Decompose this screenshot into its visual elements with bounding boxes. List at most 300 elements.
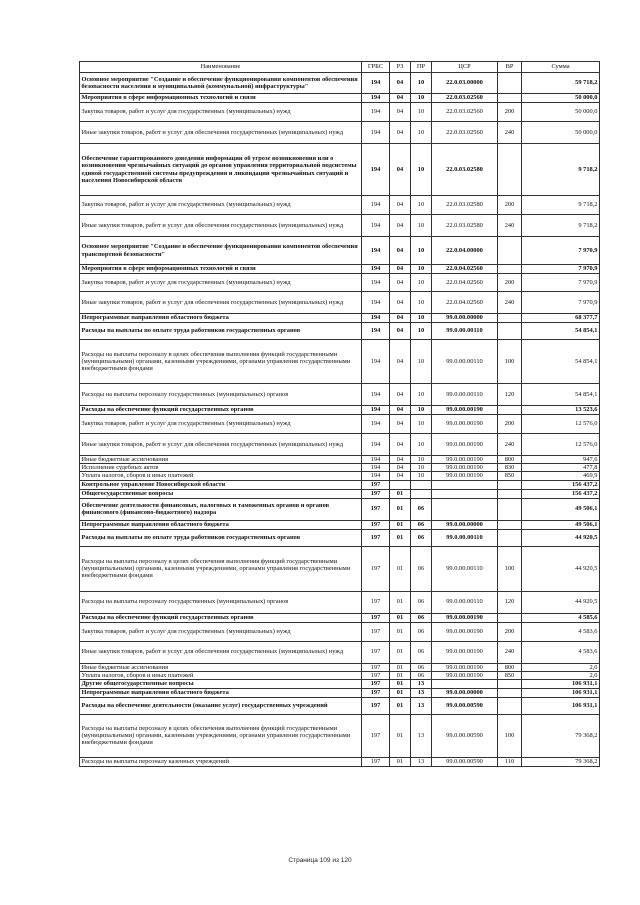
cell-name: Закупка товаров, работ и услуг для государственных (муниципальных) нужд <box>80 196 362 215</box>
cell-sum: 9 718,2 <box>522 144 600 196</box>
table-row <box>80 323 600 340</box>
cell-csr: 99.0.00.00000 <box>432 688 498 697</box>
cell-pr: 10 <box>411 94 432 103</box>
cell-grbs: 194 <box>362 144 390 196</box>
cell-pr <box>411 489 432 498</box>
cell-rz: 04 <box>390 406 411 415</box>
cell-vr: 100 <box>498 340 522 384</box>
cell-csr: 99.0.00.00110 <box>432 529 498 546</box>
cell-grbs: 197 <box>362 714 390 757</box>
cell-rz: 01 <box>390 489 411 498</box>
cell-rz: 04 <box>390 196 411 215</box>
cell-pr: 10 <box>411 274 432 292</box>
cell-csr: 22.0.03.02560 <box>432 103 498 122</box>
cell-sum: 947,6 <box>522 456 600 464</box>
header-pr: ПР <box>411 62 432 73</box>
cell-sum: 2,0 <box>522 671 600 679</box>
cell-sum: 79 368,2 <box>522 757 600 766</box>
cell-name: Основное мероприятие "Создание и обеспечение функционирования компонентов обеспечения транспортной безопасности" <box>80 237 362 265</box>
cell-pr: 10 <box>411 122 432 144</box>
cell-sum: 49 506,1 <box>522 498 600 520</box>
header-vr: ВР <box>498 62 522 73</box>
table-row <box>80 757 600 766</box>
cell-pr: 13 <box>411 688 432 697</box>
cell-rz: 04 <box>390 94 411 103</box>
cell-name: Расходы на обеспечение деятельности (оказание услуг) государственных учреждений <box>80 697 362 714</box>
cell-rz: 04 <box>390 434 411 456</box>
cell-csr: 22.0.03.02580 <box>432 144 498 196</box>
cell-rz: 04 <box>390 314 411 323</box>
cell-vr: 240 <box>498 641 522 663</box>
cell-pr: 10 <box>411 384 432 406</box>
cell-grbs: 194 <box>362 415 390 434</box>
cell-vr: 850 <box>498 472 522 480</box>
cell-csr: 99.0.00.00110 <box>432 591 498 613</box>
cell-csr: 99.0.00.00190 <box>432 472 498 480</box>
cell-pr: 10 <box>411 292 432 314</box>
cell-pr: 06 <box>411 622 432 641</box>
cell-vr <box>498 314 522 323</box>
cell-rz: 04 <box>390 265 411 274</box>
cell-csr: 99.0.00.00190 <box>432 464 498 472</box>
cell-pr: 13 <box>411 697 432 714</box>
cell-sum: 477,8 <box>522 464 600 472</box>
cell-pr: 10 <box>411 73 432 94</box>
cell-pr: 13 <box>411 679 432 688</box>
cell-grbs: 197 <box>362 622 390 641</box>
cell-vr <box>498 265 522 274</box>
cell-grbs: 197 <box>362 498 390 520</box>
table-row <box>80 215 600 237</box>
cell-vr <box>498 679 522 688</box>
cell-sum: 68 377,7 <box>522 314 600 323</box>
cell-vr <box>498 237 522 265</box>
cell-rz: 04 <box>390 464 411 472</box>
cell-rz <box>390 480 411 489</box>
cell-vr <box>498 406 522 415</box>
cell-csr: 99.0.00.00190 <box>432 613 498 622</box>
cell-rz: 01 <box>390 591 411 613</box>
table-row <box>80 196 600 215</box>
cell-vr: 200 <box>498 415 522 434</box>
cell-grbs: 194 <box>362 406 390 415</box>
header-csr: ЦСР <box>432 62 498 73</box>
cell-sum: 54 854,1 <box>522 323 600 340</box>
cell-csr: 22.0.04.02560 <box>432 265 498 274</box>
cell-vr <box>498 489 522 498</box>
cell-rz: 04 <box>390 144 411 196</box>
table-row <box>80 613 600 622</box>
cell-csr: 22.0.04.00000 <box>432 237 498 265</box>
table-row <box>80 464 600 472</box>
cell-grbs: 194 <box>362 314 390 323</box>
cell-grbs: 197 <box>362 489 390 498</box>
cell-csr: 99.0.00.00590 <box>432 714 498 757</box>
cell-sum: 44 920,5 <box>522 591 600 613</box>
cell-csr: 22.0.03.02580 <box>432 215 498 237</box>
cell-rz: 01 <box>390 546 411 591</box>
cell-rz: 01 <box>390 663 411 671</box>
cell-sum: 9 718,2 <box>522 196 600 215</box>
cell-csr <box>432 480 498 489</box>
cell-csr: 99.0.00.00190 <box>432 622 498 641</box>
cell-sum: 2,0 <box>522 663 600 671</box>
cell-grbs: 194 <box>362 237 390 265</box>
cell-grbs: 194 <box>362 464 390 472</box>
table-row <box>80 73 600 94</box>
cell-pr: 10 <box>411 237 432 265</box>
cell-csr: 99.0.00.00190 <box>432 671 498 679</box>
cell-grbs: 197 <box>362 480 390 489</box>
cell-rz: 01 <box>390 529 411 546</box>
cell-sum: 50 000,0 <box>522 103 600 122</box>
cell-grbs: 194 <box>362 215 390 237</box>
cell-pr: 13 <box>411 714 432 757</box>
cell-grbs: 194 <box>362 384 390 406</box>
cell-pr: 06 <box>411 591 432 613</box>
cell-csr <box>432 498 498 520</box>
cell-pr: 10 <box>411 103 432 122</box>
cell-pr: 06 <box>411 520 432 529</box>
cell-name: Расходы на выплаты персоналу государственных (муниципальных) органов <box>80 591 362 613</box>
cell-name: Расходы на выплаты персоналу в целях обеспечения выполнения функций государственными (муниципальными) органами, казенными учреждениями, органами управления государственными внебюджетными фондами <box>80 340 362 384</box>
cell-csr: 99.0.00.00190 <box>432 406 498 415</box>
cell-grbs: 194 <box>362 196 390 215</box>
cell-vr: 800 <box>498 456 522 464</box>
table-row <box>80 529 600 546</box>
cell-sum: 4 585,6 <box>522 613 600 622</box>
cell-pr: 10 <box>411 215 432 237</box>
table-row <box>80 415 600 434</box>
cell-name: Расходы на выплаты персоналу государственных (муниципальных) органов <box>80 384 362 406</box>
cell-pr <box>411 480 432 489</box>
cell-rz: 04 <box>390 237 411 265</box>
cell-csr: 22.0.03.00000 <box>432 73 498 94</box>
cell-grbs: 197 <box>362 529 390 546</box>
cell-sum: 79 368,2 <box>522 714 600 757</box>
cell-csr: 99.0.00.00110 <box>432 340 498 384</box>
budget-table <box>79 61 600 767</box>
cell-sum: 12 576,0 <box>522 434 600 456</box>
cell-pr: 06 <box>411 641 432 663</box>
cell-rz: 01 <box>390 613 411 622</box>
cell-sum: 106 931,1 <box>522 679 600 688</box>
cell-csr: 99.0.00.00110 <box>432 384 498 406</box>
header-name: Наименование <box>80 62 362 73</box>
cell-grbs: 197 <box>362 591 390 613</box>
cell-name: Закупка товаров, работ и услуг для государственных (муниципальных) нужд <box>80 103 362 122</box>
cell-vr: 120 <box>498 591 522 613</box>
cell-name: Иные бюджетные ассигнования <box>80 456 362 464</box>
cell-name: Основное мероприятие "Создание и обеспечение функционирования компонентов обеспечения безопасности населения и муниципальной (коммунальной) инфраструктуры" <box>80 73 362 94</box>
cell-pr: 06 <box>411 498 432 520</box>
cell-vr: 240 <box>498 215 522 237</box>
cell-csr: 99.0.00.00190 <box>432 663 498 671</box>
cell-sum: 44 920,5 <box>522 546 600 591</box>
cell-name: Мероприятия в сфере информационных технологий и связи <box>80 94 362 103</box>
cell-name: Обеспечение гарантированного доведения информации об угрозе возникновения или о возникновении чрезвычайных ситуаций до органов управления территориальной подсистемы единой государственной системы предупреждения и ликвидации чрезвычайных ситуаций и населения Новосибирской области <box>80 144 362 196</box>
cell-pr: 06 <box>411 613 432 622</box>
cell-pr: 10 <box>411 456 432 464</box>
cell-csr: 99.0.00.00000 <box>432 314 498 323</box>
cell-vr: 800 <box>498 663 522 671</box>
cell-sum: 7 970,9 <box>522 292 600 314</box>
cell-name: Закупка товаров, работ и услуг для государственных (муниципальных) нужд <box>80 622 362 641</box>
cell-csr: 99.0.00.00190 <box>432 456 498 464</box>
table-row <box>80 122 600 144</box>
cell-grbs: 197 <box>362 679 390 688</box>
cell-csr: 22.0.03.02580 <box>432 196 498 215</box>
cell-name: Общегосударственные вопросы <box>80 489 362 498</box>
table-row <box>80 237 600 265</box>
table-row <box>80 94 600 103</box>
cell-csr: 99.0.00.00190 <box>432 415 498 434</box>
table-row <box>80 714 600 757</box>
cell-grbs: 194 <box>362 73 390 94</box>
cell-vr <box>498 520 522 529</box>
cell-vr: 200 <box>498 196 522 215</box>
cell-name: Расходы на обеспечение функций государственных органов <box>80 406 362 415</box>
cell-name: Обеспечение деятельности финансовых, налоговых и таможенных органов и органов финансового (финансово-бюджетного) надзора <box>80 498 362 520</box>
cell-csr: 22.0.03.02560 <box>432 94 498 103</box>
cell-rz: 01 <box>390 622 411 641</box>
cell-grbs: 194 <box>362 323 390 340</box>
cell-pr: 10 <box>411 340 432 384</box>
cell-csr: 99.0.00.00590 <box>432 697 498 714</box>
cell-vr: 200 <box>498 274 522 292</box>
cell-pr: 10 <box>411 472 432 480</box>
table-row <box>80 384 600 406</box>
cell-name: Уплата налогов, сборов и иных платежей <box>80 671 362 679</box>
cell-sum: 106 931,1 <box>522 697 600 714</box>
cell-vr <box>498 498 522 520</box>
cell-name: Расходы на выплаты по оплате труда работников государственных органов <box>80 323 362 340</box>
table-row <box>80 498 600 520</box>
cell-pr: 10 <box>411 415 432 434</box>
cell-vr: 120 <box>498 384 522 406</box>
cell-grbs: 194 <box>362 340 390 384</box>
cell-grbs: 194 <box>362 434 390 456</box>
table-row <box>80 697 600 714</box>
cell-sum: 106 931,1 <box>522 688 600 697</box>
cell-name: Другие общегосударственные вопросы <box>80 679 362 688</box>
cell-pr: 06 <box>411 529 432 546</box>
table-row <box>80 406 600 415</box>
cell-rz: 04 <box>390 292 411 314</box>
cell-rz: 04 <box>390 274 411 292</box>
table-row <box>80 679 600 688</box>
table-row <box>80 622 600 641</box>
table-row <box>80 472 600 480</box>
cell-csr: 99.0.00.00110 <box>432 323 498 340</box>
table-row <box>80 671 600 679</box>
cell-grbs: 197 <box>362 641 390 663</box>
cell-name: Расходы на выплаты персоналу в целях обеспечения выполнения функций государственными (муниципальными) органами, казенными учреждениями, органами управления государственными внебюджетными фондами <box>80 714 362 757</box>
header-rz: РЗ <box>390 62 411 73</box>
cell-pr: 10 <box>411 434 432 456</box>
cell-pr: 10 <box>411 144 432 196</box>
cell-sum: 13 523,6 <box>522 406 600 415</box>
cell-grbs: 194 <box>362 292 390 314</box>
cell-name: Расходы на выплаты персоналу казенных учреждений <box>80 757 362 766</box>
cell-vr <box>498 323 522 340</box>
cell-name: Иные закупки товаров, работ и услуг для обеспечения государственных (муниципальных) нужд <box>80 215 362 237</box>
cell-vr <box>498 697 522 714</box>
cell-rz: 01 <box>390 498 411 520</box>
cell-vr: 100 <box>498 714 522 757</box>
cell-grbs: 197 <box>362 546 390 591</box>
cell-sum: 4 583,6 <box>522 641 600 663</box>
cell-name: Расходы на выплаты по оплате труда работников государственных органов <box>80 529 362 546</box>
cell-sum: 9 718,2 <box>522 215 600 237</box>
cell-rz: 04 <box>390 456 411 464</box>
cell-vr <box>498 613 522 622</box>
table-row <box>80 103 600 122</box>
cell-sum: 156 437,2 <box>522 480 600 489</box>
cell-sum: 49 506,1 <box>522 520 600 529</box>
cell-grbs: 197 <box>362 663 390 671</box>
table-body <box>80 73 600 767</box>
table-header-row <box>80 62 600 73</box>
table-row <box>80 434 600 456</box>
cell-csr: 22.0.03.02560 <box>432 122 498 144</box>
cell-grbs: 194 <box>362 265 390 274</box>
cell-name: Непрограммные направления областного бюджета <box>80 314 362 323</box>
cell-vr: 240 <box>498 122 522 144</box>
cell-vr: 850 <box>498 671 522 679</box>
cell-rz: 01 <box>390 757 411 766</box>
page-number: Страница 109 из 120 <box>288 857 352 864</box>
cell-vr: 200 <box>498 622 522 641</box>
cell-name: Иные закупки товаров, работ и услуг для обеспечения государственных (муниципальных) нужд <box>80 122 362 144</box>
cell-vr: 110 <box>498 757 522 766</box>
cell-sum: 54 854,1 <box>522 340 600 384</box>
cell-vr: 240 <box>498 434 522 456</box>
cell-sum: 59 718,2 <box>522 73 600 94</box>
table-row <box>80 314 600 323</box>
cell-name: Иные бюджетные ассигнования <box>80 663 362 671</box>
cell-rz: 04 <box>390 323 411 340</box>
cell-name: Иные закупки товаров, работ и услуг для обеспечения государственных (муниципальных) нужд <box>80 434 362 456</box>
cell-name: Закупка товаров, работ и услуг для государственных (муниципальных) нужд <box>80 415 362 434</box>
cell-sum: 50 000,0 <box>522 94 600 103</box>
cell-vr: 200 <box>498 103 522 122</box>
cell-name: Непрограммные направления областного бюджета <box>80 688 362 697</box>
cell-rz: 01 <box>390 697 411 714</box>
cell-sum: 7 970,9 <box>522 237 600 265</box>
cell-csr: 99.0.00.00110 <box>432 546 498 591</box>
cell-grbs: 197 <box>362 697 390 714</box>
cell-vr <box>498 688 522 697</box>
cell-vr: 240 <box>498 292 522 314</box>
cell-pr: 06 <box>411 663 432 671</box>
cell-vr <box>498 73 522 94</box>
cell-rz: 01 <box>390 688 411 697</box>
cell-pr: 10 <box>411 464 432 472</box>
cell-csr: 99.0.00.00590 <box>432 757 498 766</box>
table-row <box>80 641 600 663</box>
cell-grbs: 194 <box>362 472 390 480</box>
cell-rz: 01 <box>390 671 411 679</box>
table-row <box>80 688 600 697</box>
table-row <box>80 489 600 498</box>
table-row <box>80 274 600 292</box>
table-row <box>80 292 600 314</box>
cell-pr: 10 <box>411 406 432 415</box>
cell-grbs: 194 <box>362 103 390 122</box>
cell-rz: 01 <box>390 679 411 688</box>
cell-rz: 04 <box>390 340 411 384</box>
cell-vr: 830 <box>498 464 522 472</box>
cell-rz: 04 <box>390 122 411 144</box>
cell-csr <box>432 489 498 498</box>
cell-vr <box>498 94 522 103</box>
cell-vr <box>498 480 522 489</box>
cell-name: Расходы на выплаты персоналу в целях обеспечения выполнения функций государственными (муниципальными) органами, казенными учреждениями, органами управления государственными внебюджетными фондами <box>80 546 362 591</box>
table-row <box>80 480 600 489</box>
cell-sum: 156 437,2 <box>522 489 600 498</box>
cell-name: Мероприятия в сфере информационных технологий и связи <box>80 265 362 274</box>
table-row <box>80 340 600 384</box>
cell-vr <box>498 144 522 196</box>
cell-csr: 22.0.04.02560 <box>432 292 498 314</box>
cell-grbs: 194 <box>362 456 390 464</box>
cell-grbs: 197 <box>362 671 390 679</box>
cell-vr: 100 <box>498 546 522 591</box>
cell-sum: 4 583,6 <box>522 622 600 641</box>
cell-grbs: 194 <box>362 122 390 144</box>
cell-rz: 04 <box>390 384 411 406</box>
cell-name: Контрольное управление Новосибирской области <box>80 480 362 489</box>
cell-name: Расходы на обеспечение функций государственных органов <box>80 613 362 622</box>
cell-grbs: 197 <box>362 757 390 766</box>
cell-sum: 7 970,9 <box>522 274 600 292</box>
cell-sum: 50 000,0 <box>522 122 600 144</box>
cell-sum: 54 854,1 <box>522 384 600 406</box>
cell-csr: 99.0.00.00190 <box>432 434 498 456</box>
cell-grbs: 197 <box>362 688 390 697</box>
table-row <box>80 591 600 613</box>
table-row <box>80 546 600 591</box>
cell-csr: 99.0.00.00190 <box>432 641 498 663</box>
cell-name: Иные закупки товаров, работ и услуг для обеспечения государственных (муниципальных) нужд <box>80 641 362 663</box>
cell-rz: 04 <box>390 73 411 94</box>
cell-rz: 04 <box>390 215 411 237</box>
cell-rz: 01 <box>390 641 411 663</box>
cell-pr: 10 <box>411 314 432 323</box>
cell-name: Исполнение судебных актов <box>80 464 362 472</box>
cell-sum: 12 576,0 <box>522 415 600 434</box>
cell-sum: 469,9 <box>522 472 600 480</box>
header-sum: Сумма <box>522 62 600 73</box>
table-row <box>80 520 600 529</box>
table-row <box>80 144 600 196</box>
table-row <box>80 456 600 464</box>
cell-pr: 13 <box>411 757 432 766</box>
cell-vr <box>498 529 522 546</box>
table-row <box>80 265 600 274</box>
cell-name: Закупка товаров, работ и услуг для государственных (муниципальных) нужд <box>80 274 362 292</box>
cell-rz: 01 <box>390 714 411 757</box>
cell-rz: 04 <box>390 103 411 122</box>
cell-rz: 04 <box>390 472 411 480</box>
cell-grbs: 194 <box>362 274 390 292</box>
cell-pr: 06 <box>411 671 432 679</box>
cell-sum: 7 970,9 <box>522 265 600 274</box>
cell-pr: 10 <box>411 196 432 215</box>
cell-name: Иные закупки товаров, работ и услуг для обеспечения государственных (муниципальных) нужд <box>80 292 362 314</box>
cell-rz: 04 <box>390 415 411 434</box>
